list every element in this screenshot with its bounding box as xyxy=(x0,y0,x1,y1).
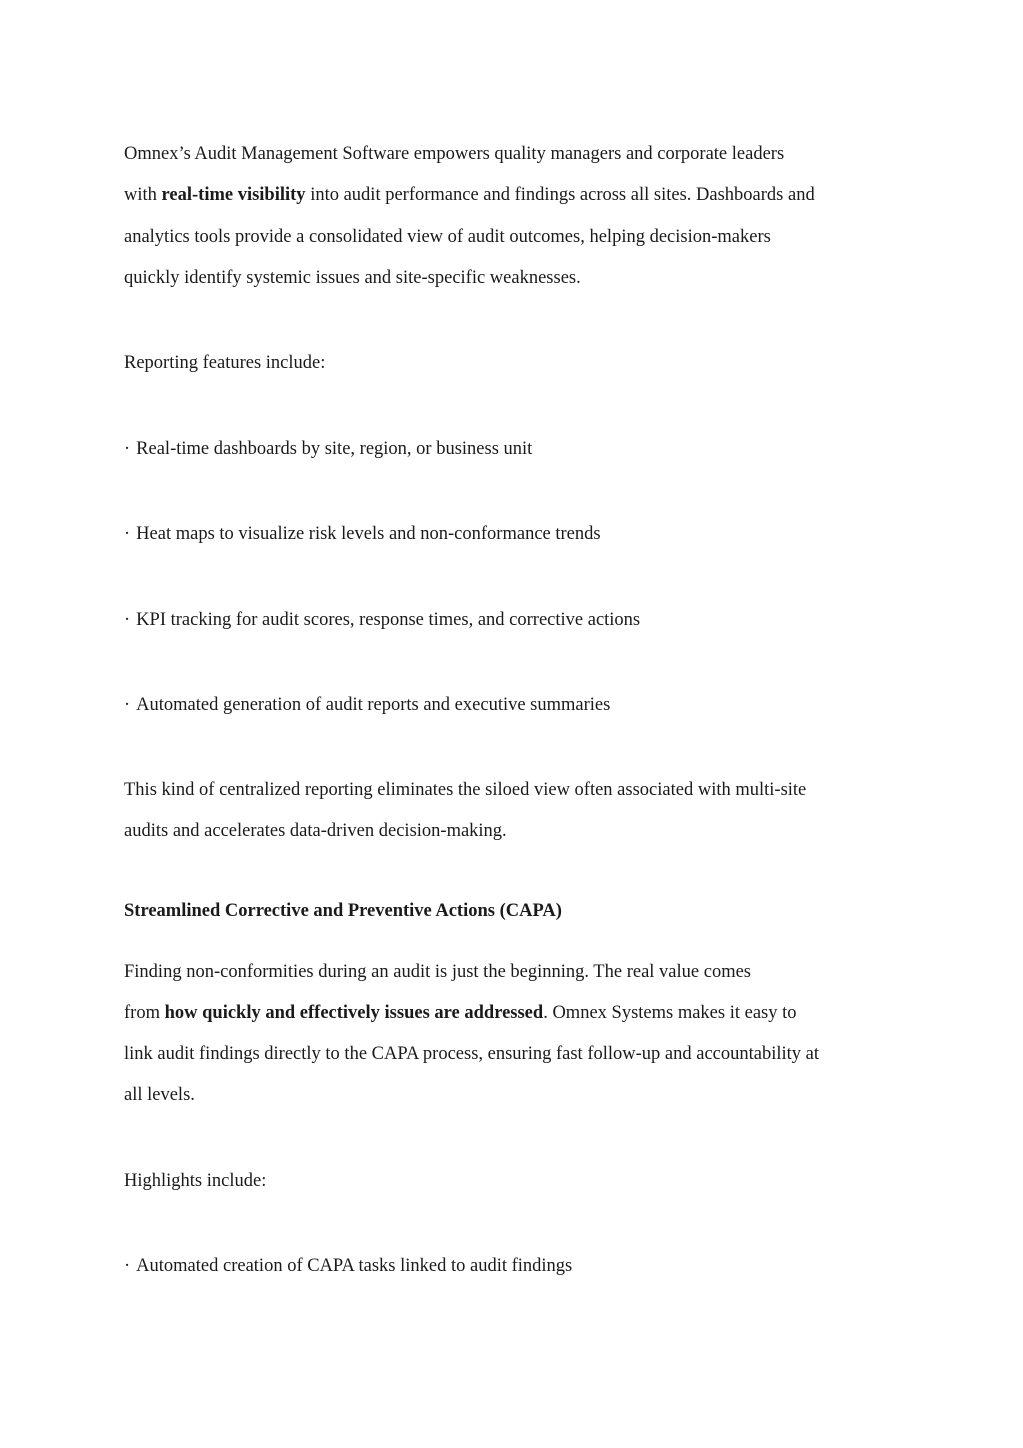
centralized-line-1: This kind of centralized reporting eliminates the siloed view often associated with multi-site xyxy=(124,780,807,800)
reporting-bullet-3: · KPI tracking for audit scores, response times, and corrective actions xyxy=(124,610,641,630)
bullet-dot-icon: · xyxy=(124,439,131,459)
bullet-dot-icon: · xyxy=(124,610,131,630)
bullet-dot-icon: · xyxy=(124,1256,131,1276)
bullet-dot-icon: · xyxy=(124,524,131,544)
intro-line-3: analytics tools provide a consolidated view of audit outcomes, helping decision-makers xyxy=(124,227,771,247)
intro-line-1: Omnex’s Audit Management Software empowers quality managers and corporate leaders xyxy=(124,144,785,164)
reporting-bullet-1: · Real-time dashboards by site, region, or business unit xyxy=(124,439,533,459)
highlights-label: Highlights include: xyxy=(124,1171,267,1191)
document-page xyxy=(124,0,924,1448)
capa-line-1: Finding non-conformities during an audit is just the beginning. The real value comes xyxy=(124,962,751,982)
intro-line-2: with real-time visibility into audit performance and findings across all sites. Dashboards and xyxy=(124,185,815,205)
intro-emphasis: real-time visibility xyxy=(161,185,306,205)
capa-heading: Streamlined Corrective and Preventive Actions (CAPA) xyxy=(124,901,562,921)
bullet-dot-icon: · xyxy=(124,695,131,715)
centralized-line-2: audits and accelerates data-driven decision-making. xyxy=(124,821,507,841)
capa-line-2: from how quickly and effectively issues are addressed. Omnex Systems makes it easy to xyxy=(124,1003,797,1023)
highlights-bullet-1: · Automated creation of CAPA tasks linked to audit findings xyxy=(124,1256,573,1276)
capa-line-3: link audit findings directly to the CAPA process, ensuring fast follow-up and accountability at xyxy=(124,1044,820,1064)
reporting-bullet-2: · Heat maps to visualize risk levels and non-conformance trends xyxy=(124,524,601,544)
reporting-label: Reporting features include: xyxy=(124,353,326,373)
reporting-bullet-4: · Automated generation of audit reports and executive summaries xyxy=(124,695,611,715)
capa-line-4: all levels. xyxy=(124,1085,195,1105)
intro-line-4: quickly identify systemic issues and site-specific weaknesses. xyxy=(124,268,581,288)
capa-emphasis: how quickly and effectively issues are addressed xyxy=(164,1003,544,1023)
